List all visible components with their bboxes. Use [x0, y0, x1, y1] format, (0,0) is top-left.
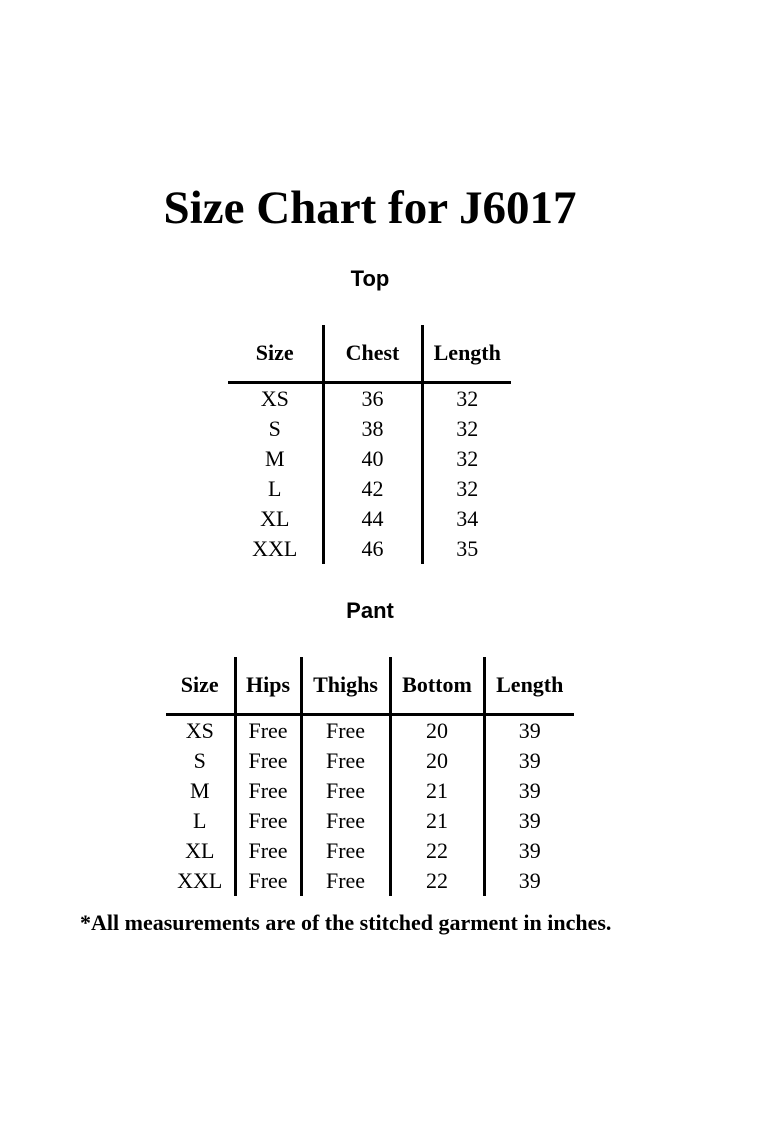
- chest-cell: 36: [323, 383, 422, 415]
- hips-cell: Free: [235, 746, 301, 776]
- length-cell: 32: [422, 414, 511, 444]
- length-cell: 35: [422, 534, 511, 564]
- table-row: [228, 504, 511, 534]
- thighs-cell: Free: [301, 866, 390, 896]
- column-header-size: Size: [166, 657, 235, 715]
- column-header-length: Length: [422, 325, 511, 383]
- table-row: [166, 776, 574, 806]
- length-cell: 39: [484, 746, 574, 776]
- top-section-heading: Top: [350, 266, 390, 291]
- size-cell: XXL: [252, 536, 298, 561]
- length-cell: 32: [422, 383, 511, 415]
- chest-cell: 44: [323, 504, 422, 534]
- thighs-cell: Free: [301, 715, 390, 747]
- bottom-cell: 21: [390, 806, 484, 836]
- thighs-cell: Free: [301, 836, 390, 866]
- hips-cell: Free: [235, 866, 301, 896]
- chest-cell: 38: [323, 414, 422, 444]
- page-title: Size Chart for J6017: [163, 182, 577, 234]
- table-row: [228, 383, 511, 415]
- hips-cell: Free: [235, 836, 301, 866]
- size-cell: S: [193, 748, 206, 773]
- size-cell: XXL: [177, 868, 223, 893]
- pant-section-heading: Pant: [346, 598, 394, 623]
- bottom-cell: 20: [390, 746, 484, 776]
- measurement-note: *All measurements are of the stitched garment in inches.: [80, 910, 612, 935]
- bottom-cell: 20: [390, 715, 484, 747]
- length-cell: 39: [484, 836, 574, 866]
- size-cell: S: [268, 416, 281, 441]
- length-cell: 39: [484, 866, 574, 896]
- size-cell: XL: [260, 506, 290, 531]
- size-cell: L: [193, 808, 207, 833]
- pant-size-table: [166, 657, 574, 896]
- length-cell: 34: [422, 504, 511, 534]
- length-cell: 39: [484, 806, 574, 836]
- column-header-chest: Chest: [323, 325, 422, 383]
- size-cell: XS: [260, 386, 289, 411]
- table-row: [228, 444, 511, 474]
- table-header-row: [166, 657, 574, 715]
- length-cell: 39: [484, 776, 574, 806]
- column-header-hips: Hips: [235, 657, 301, 715]
- bottom-cell: 22: [390, 836, 484, 866]
- bottom-cell: 22: [390, 866, 484, 896]
- table-row: [228, 534, 511, 564]
- column-header-thighs: Thighs: [301, 657, 390, 715]
- table-header-row: [228, 325, 511, 383]
- thighs-cell: Free: [301, 776, 390, 806]
- length-cell: 32: [422, 474, 511, 504]
- length-cell: 39: [484, 715, 574, 747]
- column-header-size: Size: [228, 325, 323, 383]
- table-row: [166, 866, 574, 896]
- table-row: [166, 746, 574, 776]
- length-cell: 32: [422, 444, 511, 474]
- size-cell: XL: [185, 838, 215, 863]
- thighs-cell: Free: [301, 746, 390, 776]
- hips-cell: Free: [235, 715, 301, 747]
- hips-cell: Free: [235, 776, 301, 806]
- column-header-length: Length: [484, 657, 574, 715]
- chest-cell: 42: [323, 474, 422, 504]
- top-size-table: [228, 325, 511, 564]
- size-cell: M: [189, 778, 210, 803]
- table-row: [228, 474, 511, 504]
- size-cell: L: [268, 476, 282, 501]
- column-header-bottom: Bottom: [390, 657, 484, 715]
- table-row: [166, 806, 574, 836]
- chest-cell: 40: [323, 444, 422, 474]
- table-row: [166, 715, 574, 747]
- size-cell: XS: [185, 718, 214, 743]
- thighs-cell: Free: [301, 806, 390, 836]
- bottom-cell: 21: [390, 776, 484, 806]
- chest-cell: 46: [323, 534, 422, 564]
- table-row: [228, 414, 511, 444]
- hips-cell: Free: [235, 806, 301, 836]
- size-cell: M: [264, 446, 285, 471]
- table-row: [166, 836, 574, 866]
